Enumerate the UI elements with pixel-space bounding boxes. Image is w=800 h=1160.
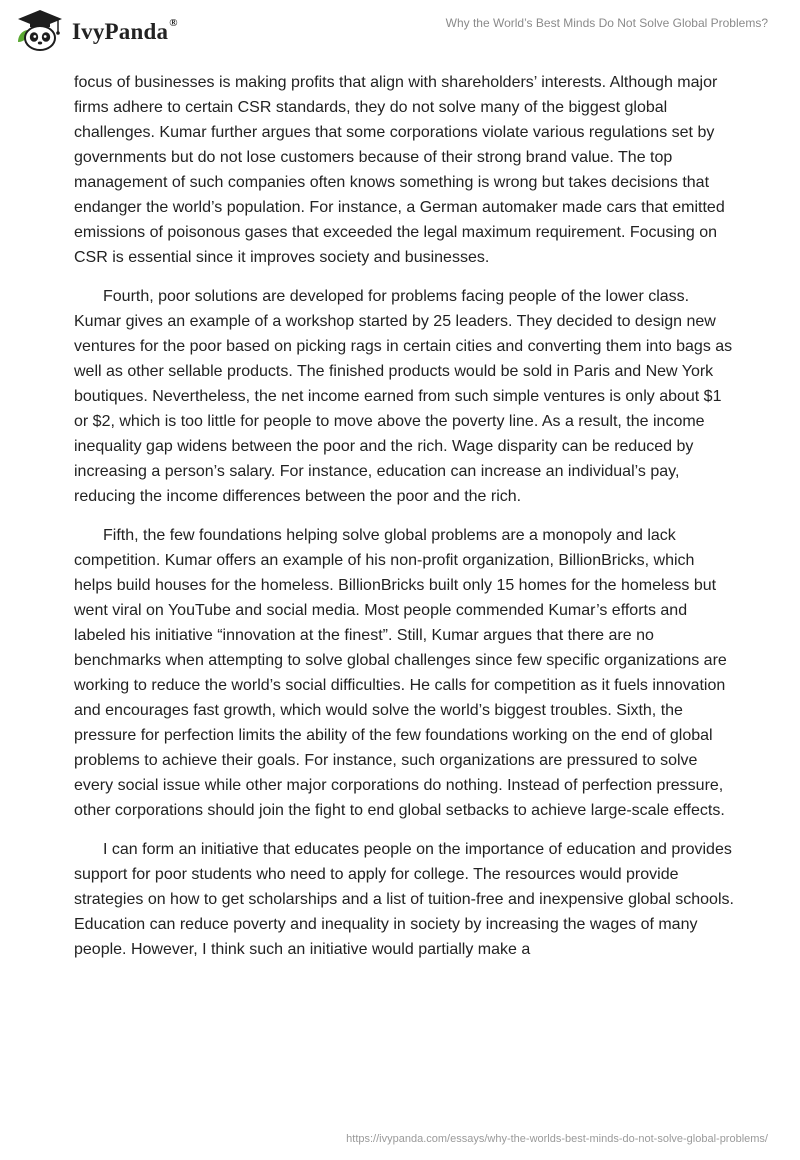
page-header xyxy=(0,0,800,66)
logo-text xyxy=(72,19,178,45)
logo[interactable] xyxy=(14,8,178,52)
paragraph-3: Fifth, the few foundations helping solve global problems are a monopoly and lack competition. Kumar offers an example of his non-profit organization, BillionBricks, which helps build houses for the homeless. BillionBricks built only 15 homes for the homeless but went viral on YouTube and social media. Most people commended Kumar’s efforts and labeled his initiative “innovation at the finest”. Still, Kumar argues that there are no benchmarks when attempting to solve global challenges since few specific organizations are working to reduce the world’s social difficulties. He calls for competition as it fuels innovation and encourages fast growth, which would solve the world’s biggest troubles. Sixth, the pressure for perfection limits the ability of the few foundations working on the end of global problems to achieve their goals. For instance, such organizations are pressured to solve every social issue while other major corporations do nothing. Instead of perfection pressure, other corporations should join the fight to end global setbacks to achieve large-scale effects. xyxy=(74,527,727,819)
paragraph-4: I can form an initiative that educates people on the importance of education and provides support for poor students who need to apply for college. The resources would provide strategies on how to get scholarships and a list of tuition-free and inexpensive global schools. Education can reduce poverty and inequality in society by increasing the wages of many people. However, I think such an initiative would partially make a xyxy=(74,841,734,958)
source-url[interactable]: https://ivypanda.com/essays/why-the-worlds-best-minds-do-not-solve-global-problems/ xyxy=(346,1133,768,1145)
paragraph-2: Fourth, poor solutions are developed for problems facing people of the lower class. Kumar gives an example of a workshop started by 25 leaders. They decided to design new ventures for the poor based on picking rags in certain cities and converting them into bags as well as other sellable products. The finished products would be sold in Paris and New York boutiques. Nevertheless, the net income earned from such simple ventures is only about $1 or $2, which is too little for people to move above the poverty line. As a result, the income inequality gap widens between the poor and the rich. Wage disparity can be reduced by increasing a person’s salary. For instance, education can increase an individual’s pay, reducing the income differences between the poor and the rich. xyxy=(74,288,733,505)
essay-body xyxy=(74,70,734,976)
registered-mark: ® xyxy=(169,17,178,29)
logo-wordmark: IvyPanda xyxy=(72,19,169,44)
panda-graduation-icon xyxy=(14,8,66,52)
document-title: Why the World’s Best Minds Do Not Solve Global Problems? xyxy=(445,16,768,30)
paragraph-1: focus of businesses is making profits that align with shareholders’ interests. Although major firms adhere to certain CSR standards, they do not solve many of the biggest global challenges. Kumar further argues that some corporations violate various regulations set by governments but do not lose customers because of their strong brand value. The top management of such companies often knows something is wrong but takes decisions that endanger the world’s population. For instance, a German automaker made cars that emitted emissions of poisonous gases that exceeded the legal maximum requirement. Focusing on CSR is essential since it improves society and businesses. xyxy=(74,74,725,266)
